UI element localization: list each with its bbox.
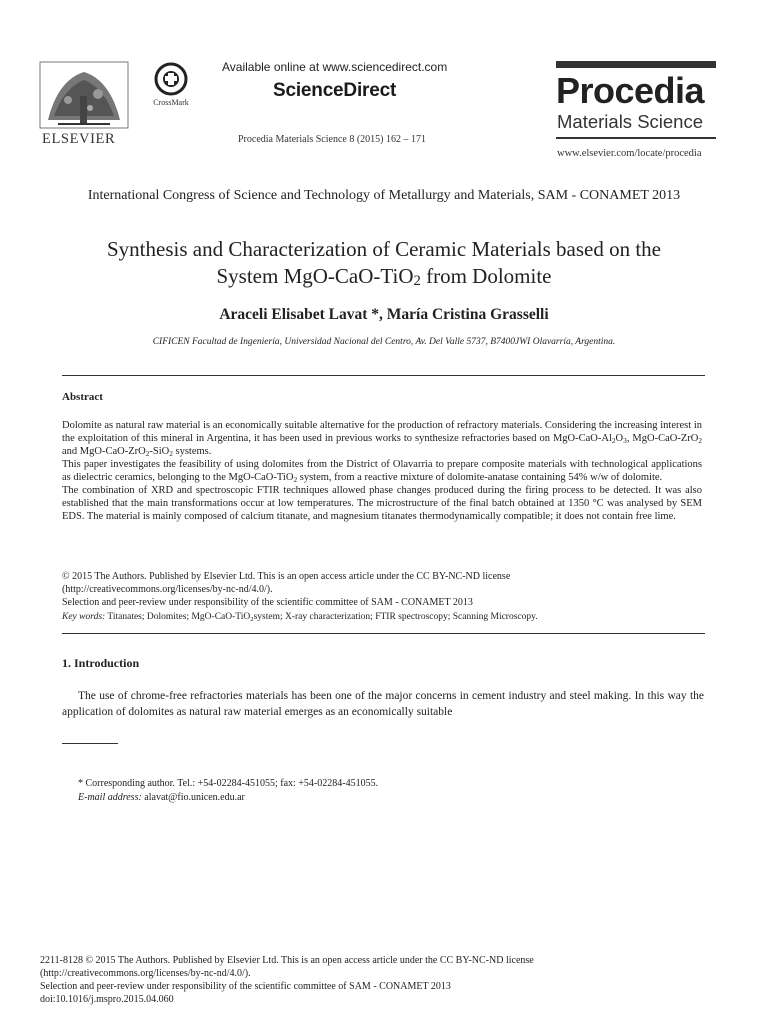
abstract-paragraph-2: This paper investigates the feasibility of using dolomites from the District of Olavarria to prepare composite materials with technological applications as dielectric ceramics, belonging to the MgO-CaO-TiO$_2$ system, from a reactive mixture of dolomite-anatase containing 54% w/w of dolomite. (62, 459, 702, 484)
abstract-paragraph-3: The combination of XRD and spectroscopic FTIR techniques allowed phase changes produced during the firing process to be detected. It was also established that the main transformations occur at low temperatures. The microstructure of the final batch obtained at 1350 °C was analysed by SEM EDS. The material is mainly composed of calcium titanate, and magnesium titanates thermodynamically compatible; it does not contain free lime. (62, 485, 702, 522)
journal-logo-top-bar (556, 61, 716, 68)
corresponding-author: * Corresponding author. Tel.: +54-02284-451055; fax: +54-02284-451055. (78, 778, 379, 789)
license-statement: © 2015 The Authors. Published by Elsevier Ltd. This is an open access article under the CC BY-NC-ND license (http://creativecommons.org/licenses/by-nc-nd/4.0/). Selection and peer-review under responsibility of the scientific committee of SAM - CONAMET 2013 (62, 570, 702, 609)
license-link[interactable]: (http://creativecommons.org/licenses/by-nc-nd/4.0/). (62, 584, 273, 595)
crossmark-label: CrossMark (153, 98, 189, 107)
journal-logo-title: Procedia (556, 70, 705, 111)
bottom-license-link[interactable]: (http://creativecommons.org/licenses/by-nc-nd/4.0/). (40, 968, 251, 979)
email-line: E-mail address: alavat@fio.unicen.edu.ar (78, 792, 245, 803)
journal-url-link[interactable]: www.elsevier.com/locate/procedia (557, 148, 702, 159)
doi[interactable]: doi:10.1016/j.mspro.2015.04.060 (40, 994, 174, 1005)
bottom-publication-info: 2211-8128 © 2015 The Authors. Published by Elsevier Ltd. This is an open access article under the CC BY-NC-ND license (http://creativecommons.org/licenses/by-nc-nd/4.0/). Selection and peer-review under responsibility of the scientific committee of SAM - CONAMET 2013 doi:10.1016/j.mspro.2015.04.060 (40, 954, 730, 1006)
section-divider (62, 633, 705, 634)
title-line-1: Synthesis and Characterization of Ceramic Materials based on the (107, 237, 661, 261)
title-line-2: System MgO-CaO-TiO$_2$ from Dolomite (216, 264, 552, 289)
keywords: Key words: Titanates; Dolomites; MgO-CaO-TiO$_2$system; X-ray characterization; FTIR spectroscopy; Scanning Microscopy. (62, 612, 538, 623)
abstract-body (62, 419, 702, 523)
footnote-rule (62, 743, 118, 744)
introduction-body: The use of chrome-free refractories materials has been one of the major concerns in cement industry and steel making. In this way the application of dolomites as natural raw material emerges as an economically suitable (62, 690, 704, 718)
sciencedirect-logo[interactable]: ScienceDirect (273, 80, 397, 101)
affiliation: CIFICEN Facultad de Ingeniería, Universidad Nacional del Centro, Av. Del Valle 5737, B7400JWI Olavarría, Argentina. (152, 337, 616, 347)
congress-name: International Congress of Science and Technology of Metallurgy and Materials, SAM - CONAMET 2013 (87, 188, 681, 203)
footnote (62, 777, 702, 805)
crossmark-badge[interactable] (150, 62, 192, 110)
elsevier-wordmark: ELSEVIER (42, 131, 116, 147)
crossmark-icon (153, 62, 189, 98)
journal-logo-bottom-bar (556, 137, 716, 139)
journal-logo-subtitle: Materials Science (557, 111, 704, 132)
authors: Araceli Elisabet Lavat *, María Cristina Grasselli (219, 306, 549, 323)
available-online-text: Available online at www.sciencedirect.com (222, 60, 448, 74)
section-divider (62, 375, 705, 376)
abstract-paragraph-1: Dolomite as natural raw material is an economically suitable alternative for the production of refractory materials. Considering the increasing interest in the exploitation of this mineral in Argentina, it has been used in previous works to synthesize refractories based on MgO-$CaO-Al_2O_3$, MgO-CaO-ZrO$_2$ and MgO-CaO-ZrO$_2$-SiO$_2$ systems. (62, 420, 703, 458)
email-link[interactable]: alavat@fio.unicen.edu.ar (141, 792, 245, 803)
paper-title (40, 236, 728, 290)
journal-reference: Procedia Materials Science 8 (2015) 162 – 171 (238, 134, 427, 145)
introduction-heading: 1. Introduction (62, 656, 140, 670)
keywords-label: Key words: (62, 612, 106, 622)
abstract-heading: Abstract (62, 391, 103, 403)
